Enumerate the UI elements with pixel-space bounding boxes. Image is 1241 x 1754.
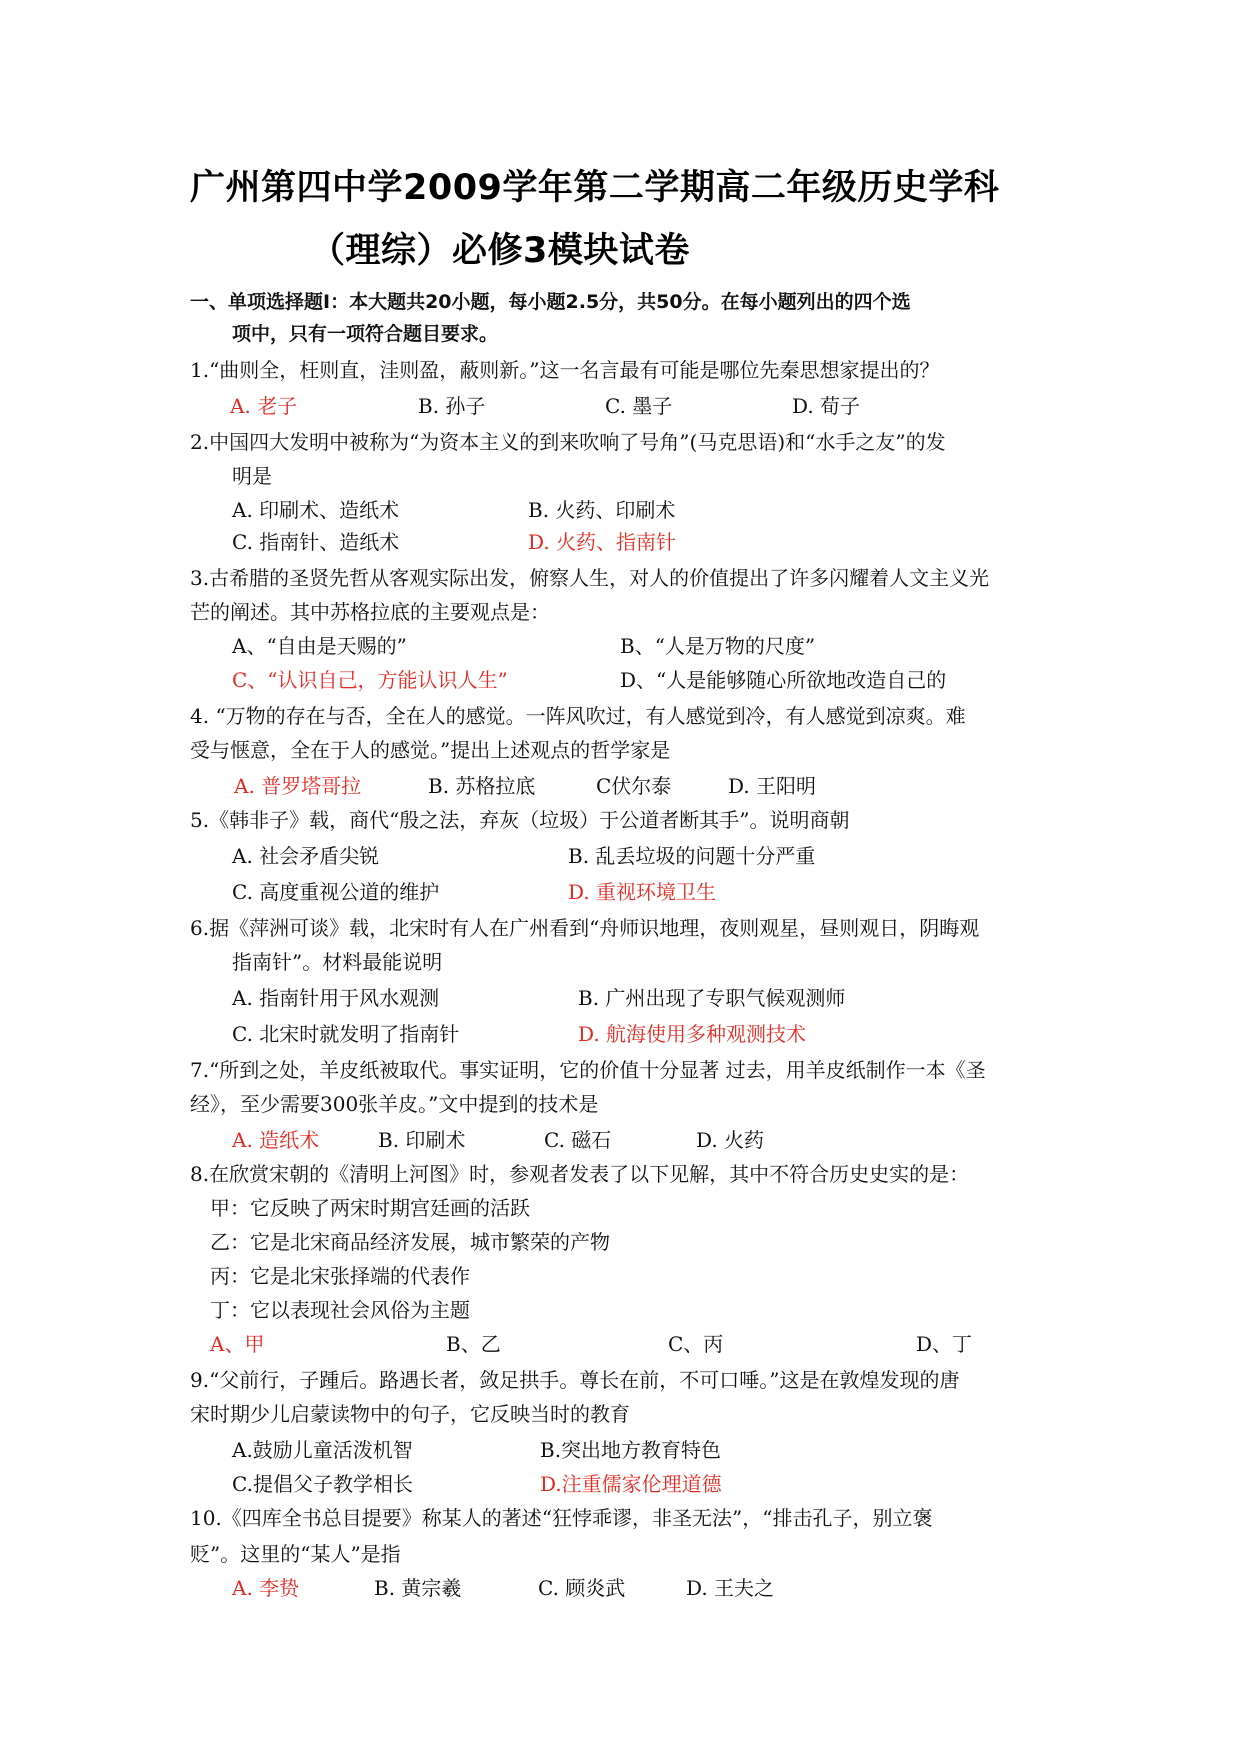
q8-item-ding: 丁：它以表现社会风俗为主题 <box>210 1298 470 1322</box>
section-heading-line1: 一、单项选择题Ⅰ：本大题共20小题，每小题2.5分，共50分。在每小题列出的四个选 <box>190 291 911 313</box>
q10-option-a: A. 李贽 <box>232 1576 300 1600</box>
q8-item-yi: 乙：它是北宋商品经济发展，城市繁荣的产物 <box>210 1230 610 1254</box>
q6-option-d: D. 航海使用多种观测技术 <box>578 1022 807 1046</box>
q3-option-b: B、“人是万物的尺度” <box>620 634 816 658</box>
q9-option-a: A.鼓励儿童活泼机智 <box>232 1438 413 1462</box>
q8-option-d: D、丁 <box>916 1332 973 1356</box>
question-9-stem-line2: 宋时期少儿启蒙读物中的句子，它反映当时的教育 <box>190 1402 630 1426</box>
question-4-stem-line1: 4. “万物的存在与否，全在人的感觉。一阵风吹过，有人感觉到冷，有人感觉到凉爽。难 <box>190 704 966 728</box>
q2-option-a: A. 印刷术、造纸术 <box>232 498 400 522</box>
q3-option-a: A、“自由是天赐的” <box>232 634 407 658</box>
question-6-stem-line1: 6.据《萍洲可谈》载，北宋时有人在广州看到“舟师识地理，夜则观星，昼则观日，阴晦观 <box>190 916 980 940</box>
q2-option-c: C. 指南针、造纸术 <box>232 530 400 554</box>
q6-option-a: A. 指南针用于风水观测 <box>232 986 440 1010</box>
q7-option-d: D. 火药 <box>696 1128 765 1152</box>
q9-option-b: B.突出地方教育特色 <box>540 1438 722 1462</box>
exam-title-line1: 广州第四中学2009学年第二学期高二年级历史学科 <box>190 168 1000 208</box>
question-7-stem-line1: 7.“所到之处，羊皮纸被取代。事实证明，它的价值十分显著 过去，用羊皮纸制作一本《圣 <box>190 1058 986 1082</box>
q9-option-c: C.提倡父子教学相长 <box>232 1472 413 1496</box>
q8-option-a: A、甲 <box>210 1332 265 1356</box>
q1-option-d: D. 荀子 <box>792 394 861 418</box>
q6-option-c: C. 北宋时就发明了指南针 <box>232 1022 460 1046</box>
q8-option-c: C、丙 <box>668 1332 724 1356</box>
question-2-stem-line2: 明是 <box>232 464 272 488</box>
question-7-stem-line2: 经》，至少需要300张羊皮。”文中提到的技术是 <box>190 1092 599 1116</box>
q4-option-c: C伏尔泰 <box>596 774 672 798</box>
question-1-stem: 1.“曲则全，枉则直，洼则盈，蔽则新。”这一名言最有可能是哪位先秦思想家提出的？ <box>190 358 940 382</box>
q1-option-a: A. 老子 <box>230 394 298 418</box>
q7-option-c: C. 磁石 <box>544 1128 612 1152</box>
question-10-stem-line2: 贬”。这里的“某人”是指 <box>190 1542 401 1566</box>
q5-option-d: D. 重视环境卫生 <box>568 880 717 904</box>
q6-option-b: B. 广州出现了专职气候观测师 <box>578 986 846 1010</box>
q9-option-d: D.注重儒家伦理道德 <box>540 1472 722 1496</box>
q8-item-jia: 甲：它反映了两宋时期宫廷画的活跃 <box>210 1196 530 1220</box>
question-8-stem: 8.在欣赏宋朝的《清明上河图》时，参观者发表了以下见解，其中不符合历史史实的是： <box>190 1162 970 1186</box>
q4-option-a: A. 普罗塔哥拉 <box>234 774 362 798</box>
q8-item-bing: 丙：它是北宋张择端的代表作 <box>210 1264 470 1288</box>
q2-option-b: B. 火药、印刷术 <box>528 498 676 522</box>
q3-option-c: C、“认识自己，方能认识人生” <box>232 668 508 692</box>
q10-option-d: D. 王夫之 <box>686 1576 775 1600</box>
question-5-stem: 5.《韩非子》载，商代“殷之法，弃灰（垃圾）于公道者断其手”。说明商朝 <box>190 808 850 832</box>
q2-option-d: D. 火药、指南针 <box>528 530 677 554</box>
q3-option-d: D、“人是能够随心所欲地改造自己的 <box>620 668 947 692</box>
question-2-stem-line1: 2.中国四大发明中被称为“为资本主义的到来吹响了号角”(马克思语)和“水手之友”的发 <box>190 430 946 454</box>
q1-option-b: B. 孙子 <box>418 394 486 418</box>
section-heading-line2: 项中，只有一项符合题目要求。 <box>232 323 499 345</box>
q4-option-d: D. 王阳明 <box>728 774 817 798</box>
question-6-stem-line2: 指南针”。材料最能说明 <box>232 950 443 974</box>
q5-option-c: C. 高度重视公道的维护 <box>232 880 440 904</box>
q5-option-b: B. 乱丢垃圾的问题十分严重 <box>568 844 816 868</box>
q10-option-b: B. 黄宗羲 <box>374 1576 462 1600</box>
question-10-stem-line1: 10.《四库全书总目提要》称某人的著述“狂悖乖谬，非圣无法”，“排击孔子，别立褒 <box>190 1506 933 1530</box>
question-3-stem-line1: 3.古希腊的圣贤先哲从客观实际出发，俯察人生，对人的价值提出了许多闪耀着人文主义光 <box>190 566 990 590</box>
question-4-stem-line2: 受与惬意，全在于人的感觉。”提出上述观点的哲学家是 <box>190 738 671 762</box>
question-9-stem-line1: 9.“父前行，子踵后。路遇长者，敛足拱手。尊长在前，不可口唾。”这是在敦煌发现的唐 <box>190 1368 960 1392</box>
exam-title-line2: （理综）必修3模块试卷 <box>310 231 690 271</box>
q10-option-c: C. 顾炎武 <box>538 1576 626 1600</box>
q1-option-c: C. 墨子 <box>605 394 673 418</box>
q8-option-b: B、乙 <box>446 1332 501 1356</box>
question-3-stem-line2: 芒的阐述。其中苏格拉底的主要观点是： <box>190 600 550 624</box>
q4-option-b: B. 苏格拉底 <box>428 774 536 798</box>
q7-option-a: A. 造纸术 <box>232 1128 320 1152</box>
q5-option-a: A. 社会矛盾尖锐 <box>232 844 380 868</box>
q7-option-b: B. 印刷术 <box>378 1128 466 1152</box>
